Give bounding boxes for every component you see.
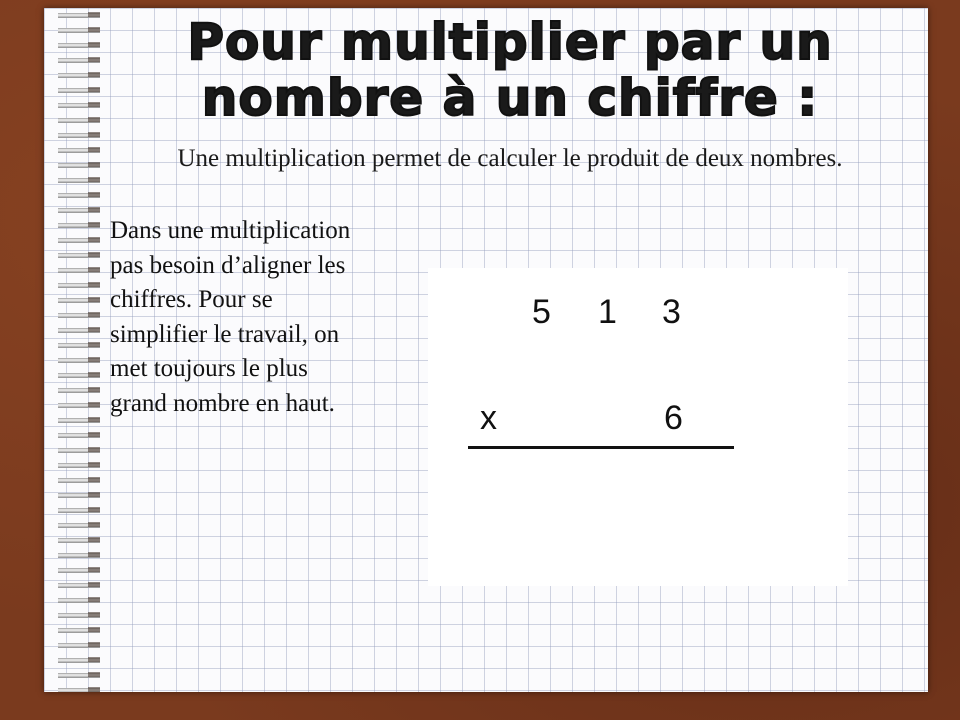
title-line-2: nombre à un chiffre : (201, 69, 819, 127)
explanation-text: Dans une multiplication pas besoin d’aligner les chiffres. Pour se simplifier le travail, on met toujours le plus grand nombre en haut. (110, 217, 351, 417)
page-title (120, 14, 900, 126)
multiply-operator: x (480, 399, 497, 437)
top-digit-hundreds: 5 (532, 293, 551, 331)
multiplication-figure (428, 268, 848, 586)
definition-text: Une multiplication permet de calculer le produit de deux nombres. (177, 145, 843, 172)
top-digit-units: 3 (662, 293, 681, 331)
result-line (468, 446, 734, 449)
top-digit-tens: 1 (598, 293, 617, 331)
multiplier-digit: 6 (664, 399, 683, 437)
notebook-binding-holes (88, 8, 100, 692)
title-line-1: Pour multiplier par un (187, 13, 833, 71)
